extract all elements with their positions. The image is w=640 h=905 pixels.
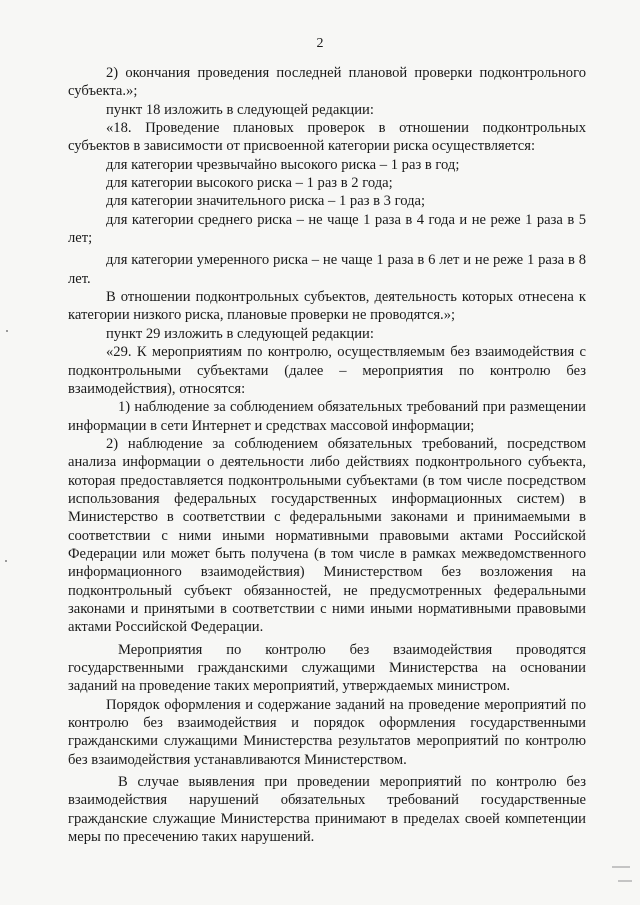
scan-speck	[6, 330, 8, 332]
scan-speck	[618, 880, 632, 882]
document-body	[68, 64, 586, 846]
paragraph-risk-extremely-high: для категории чрезвычайно высокого риска – 1 раз в год;	[106, 156, 460, 173]
paragraph-risk-high: для категории высокого риска – 1 раз в 2 года;	[106, 175, 393, 192]
page-number: 2	[316, 36, 324, 51]
paragraph-point-18-text: «18. Проведение плановых проверок в отношении подконтрольных субъектов в зависимости от присвоенной категории риска осуществляется:	[68, 120, 586, 155]
paragraph-violations: В случае выявления при проведении мероприятий по контролю без взаимодействия нарушений обязательных требований государственные гражданские служащие Министерства принимают в пределах своей компетенции меры по пресечению таких нарушений.	[68, 774, 586, 846]
paragraph-risk-significant: для категории значительного риска – 1 раз в 3 года;	[106, 193, 426, 210]
paragraph-risk-moderate: для категории умеренного риска – не чаще 1 раза в 6 лет и не реже 1 раза в 8 лет.	[68, 252, 586, 287]
paragraph-point-29-text: «29. К мероприятиям по контролю, осуществляемым без взаимодействия с подконтрольными субъектами (далее – мероприятия по контролю без взаимодействия), относятся:	[68, 344, 586, 397]
paragraph-tasks-procedure: Порядок оформления и содержание заданий на проведение мероприятий по контролю без взаимодействия и порядок оформления государственными гражданскими служащими Министерства результатов мероприятий по контролю без взаимодействия устанавливаются Министерством.	[68, 696, 586, 768]
paragraph-risk-medium: для категории среднего риска – не чаще 1 раза в 4 года и не реже 1 раза в 5 лет;	[68, 211, 586, 247]
paragraph-item-2-ending: 2) окончания проведения последней плановой проверки подконтрольного субъекта.»;	[68, 65, 586, 100]
paragraph-point-29-intro: пункт 29 изложить в следующей редакции:	[106, 325, 374, 342]
paragraph-point-18-intro: пункт 18 изложить в следующей редакции:	[106, 101, 374, 118]
scan-speck	[612, 866, 630, 868]
paragraph-control-measures: Мероприятия по контролю без взаимодействия проводятся государственными гражданскими служащими Министерства на основании заданий на проведение таких мероприятий, утверждаемых министром.	[68, 641, 586, 695]
paragraph-subitem-1: 1) наблюдение за соблюдением обязательных требований при размещении информации в сети Интернет и средствах массовой информации;	[68, 399, 586, 434]
paragraph-risk-low: В отношении подконтрольных субъектов, деятельность которых отнесена к категории низкого риска, плановые проверки не проводятся.»;	[68, 289, 586, 324]
paragraph-subitem-2: 2) наблюдение за соблюдением обязательных требований, посредством анализа информации о деятельности либо действиях подконтрольного субъекта, которая предоставляется подконтрольными субъектами (в том числе посредством использования федеральных государственных информационных систем) в Министерство в соответствии с федеральными законами и принимаемыми в соответствии с ними иными нормативными правовыми актами Российской Федерации или может быть получена (в том числе в рамках межведомственного информационного взаимодействия) Министерством без возложения на подконтрольный субъект обязанностей, не предусмотренных федеральными законами и принятыми в соответствии с ними иными нормативными правовыми актами Российской Федерации.	[68, 435, 586, 636]
scan-speck	[5, 560, 7, 562]
